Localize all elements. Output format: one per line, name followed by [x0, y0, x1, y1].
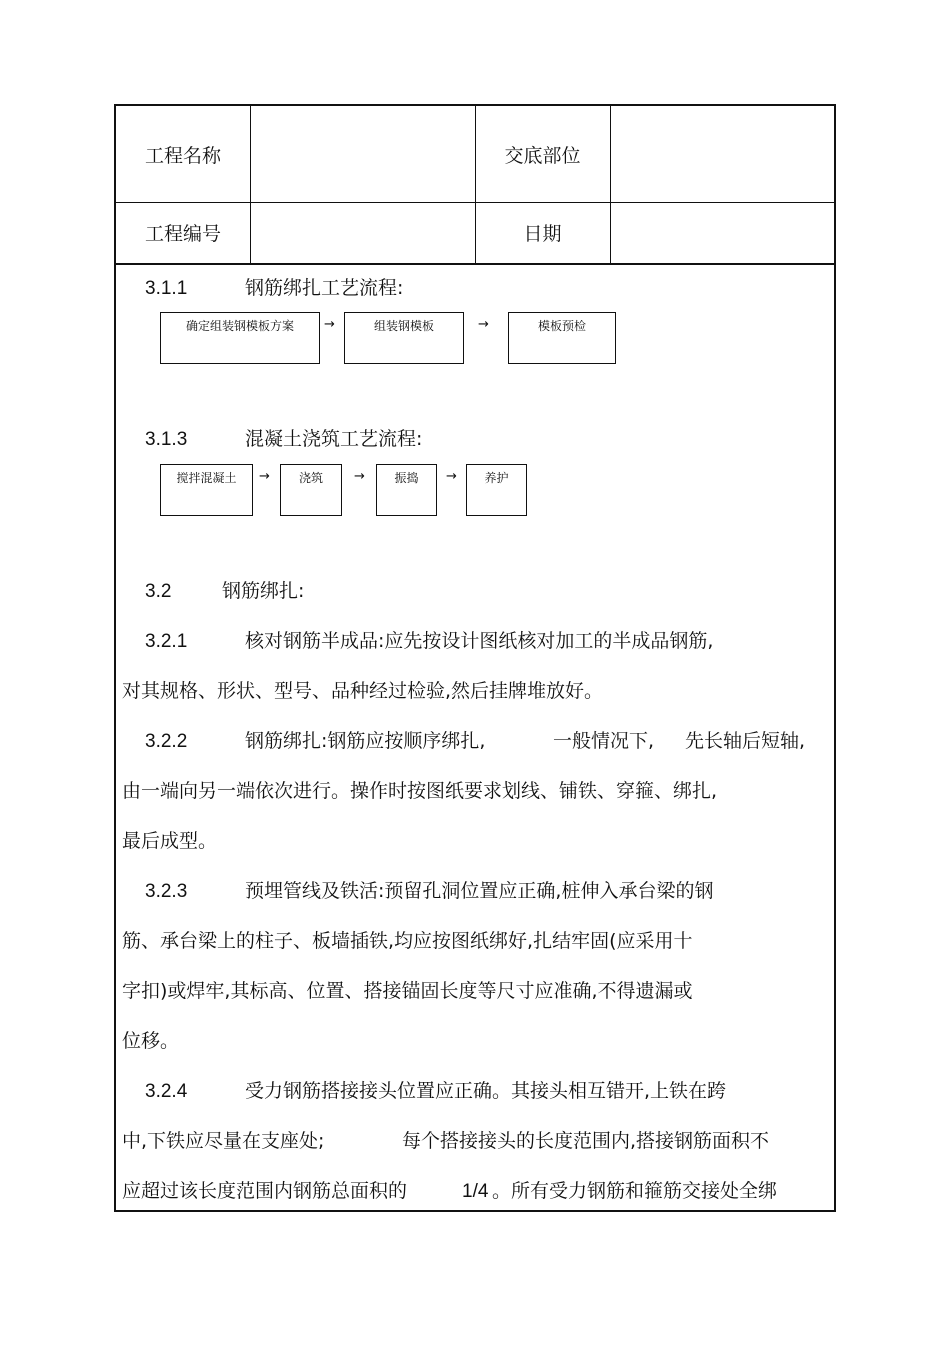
p4-line-2a: 中,下铁应尽量在支座处;	[122, 1130, 325, 1152]
p2-line-2: 由一端向另一端依次进行。操作时按图纸要求划线、铺铁、穿箍、绑扎,	[122, 780, 718, 802]
technical-disclosure-form	[114, 104, 836, 1212]
header-row-2	[116, 202, 834, 263]
project-name-value	[250, 106, 475, 202]
p4-line-3c: 。所有受力钢筋和箍筋交接处全绑	[492, 1180, 778, 1202]
p1-line-2: 对其规格、形状、型号、品种经过检验,然后挂牌堆放好。	[122, 680, 604, 702]
flow1-number: 3.1.1	[145, 278, 188, 299]
p2-number: 3.2.2	[145, 731, 188, 752]
flow2-step-2: 浇筑	[280, 464, 342, 516]
flow1-title: 钢筋绑扎工艺流程:	[245, 277, 404, 299]
project-no-value	[250, 202, 475, 263]
flow1-arrow-1: →	[324, 317, 335, 332]
flow2-arrow-1: →	[259, 469, 270, 484]
p1-number: 3.2.1	[145, 631, 188, 652]
flow2-step-3: 振捣	[376, 464, 437, 516]
p2-line-1c: 先长轴后短轴,	[685, 730, 806, 752]
location-value	[610, 106, 834, 202]
date-value	[610, 202, 834, 263]
flow1-step-2: 组装钢模板	[344, 312, 464, 364]
project-no-label: 工程编号	[144, 223, 221, 245]
date-label: 日期	[523, 223, 562, 245]
flow2-step-4: 养护	[466, 464, 527, 516]
p2-line-1b: 一般情况下,	[553, 730, 655, 752]
p3-line-3: 字扣)或焊牢,其标高、位置、搭接锚固长度等尺寸应准确,不得遗漏或	[122, 980, 693, 1002]
p4-line-1: 受力钢筋搭接接头位置应正确。其接头相互错开,上铁在跨	[245, 1080, 727, 1102]
flow2-number: 3.1.3	[145, 429, 188, 450]
flow2-arrow-2: →	[354, 469, 365, 484]
location-label: 交底部位	[504, 144, 581, 167]
flow2-step-1: 搅拌混凝土	[160, 464, 253, 516]
p3-line-1: 预埋管线及铁活:预留孔洞位置应正确,桩伸入承台梁的钢	[245, 880, 714, 902]
section-number: 3.2	[145, 581, 172, 602]
flow2-arrow-3: →	[446, 469, 457, 484]
p3-line-4: 位移。	[122, 1030, 180, 1052]
p4-line-2b: 每个搭接接头的长度范围内,搭接钢筋面积不	[402, 1130, 770, 1152]
p3-number: 3.2.3	[145, 881, 188, 902]
flow1-step-3: 模板预检	[508, 312, 616, 364]
header-row-1	[116, 106, 834, 202]
p2-line-1a: 钢筋绑扎:钢筋应按顺序绑扎,	[245, 730, 486, 752]
flow2-title: 混凝土浇筑工艺流程:	[245, 428, 423, 450]
project-name-label: 工程名称	[144, 144, 221, 167]
flow1-arrow-2: →	[478, 317, 489, 332]
header-divider-2	[116, 263, 834, 265]
flow1-step-1: 确定组装钢模板方案	[160, 312, 320, 364]
p4-line-3b: 1/4	[462, 1181, 489, 1202]
p4-line-3a: 应超过该长度范围内钢筋总面积的	[122, 1180, 408, 1202]
p3-line-2: 筋、承台梁上的柱子、板墙插铁,均应按图纸绑好,扎结牢固(应采用十	[122, 930, 693, 952]
p2-line-3: 最后成型。	[122, 830, 218, 852]
p1-line-1: 核对钢筋半成品:应先按设计图纸核对加工的半成品钢筋,	[245, 630, 714, 652]
p4-number: 3.2.4	[145, 1081, 188, 1102]
section-title: 钢筋绑扎:	[222, 580, 305, 602]
